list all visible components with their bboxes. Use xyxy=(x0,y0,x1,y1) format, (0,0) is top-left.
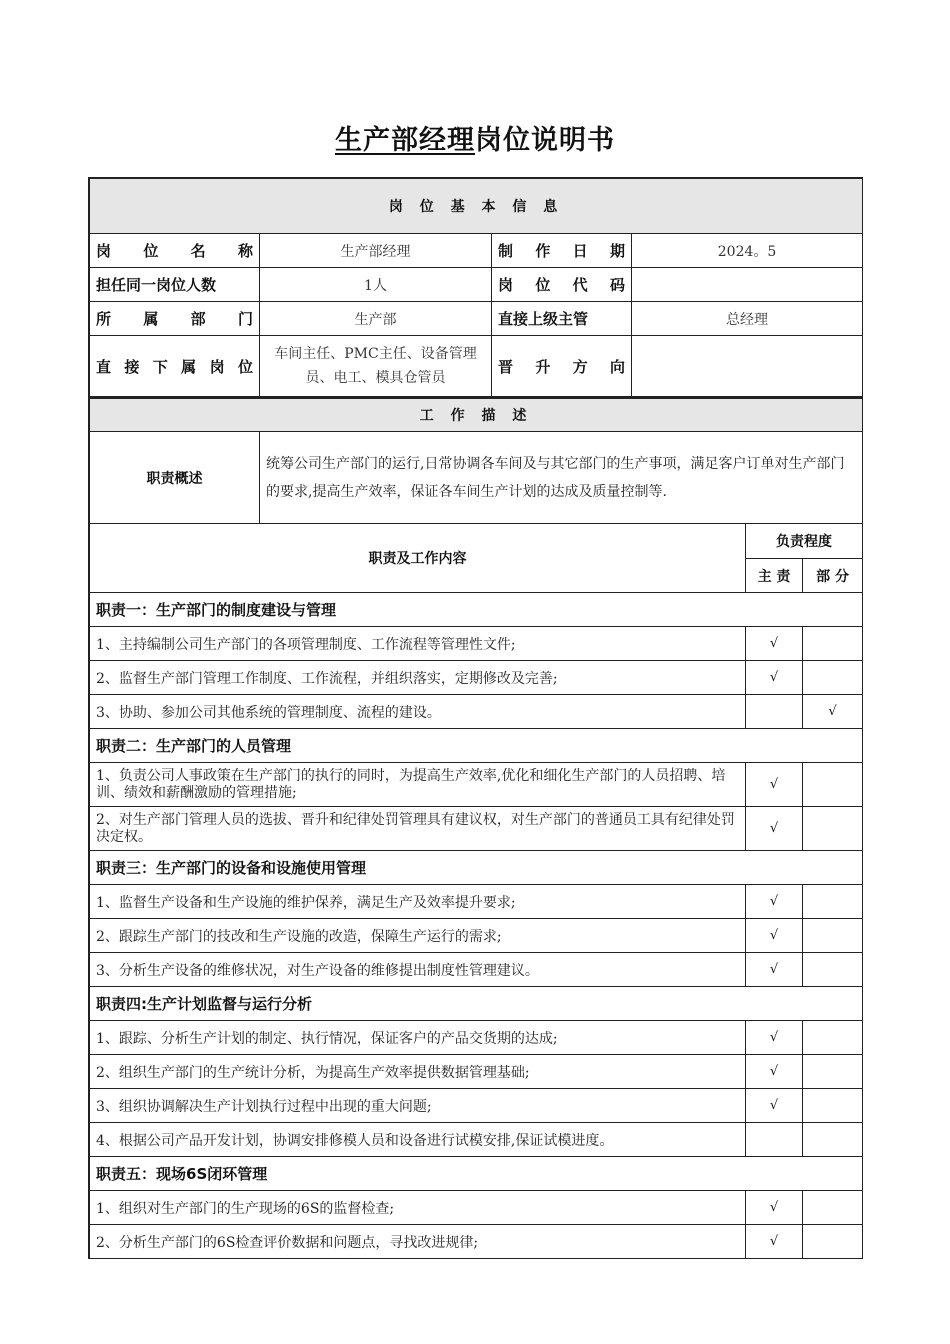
partial-resp-check xyxy=(803,953,863,987)
main-resp-check: √ xyxy=(746,627,803,661)
duty-item-row xyxy=(90,763,863,807)
duty-title: 职责二：生产部门的人员管理 xyxy=(90,729,863,763)
basic-label-text-char: 属 xyxy=(143,310,159,328)
partial-resp-check xyxy=(803,1021,863,1055)
basic-label-text-char: 制 xyxy=(498,242,514,260)
basic-label-text-char: 属 xyxy=(181,357,197,376)
section-basic-info: 岗 位 基 本 信 息 xyxy=(90,179,863,234)
duty-title-row xyxy=(90,851,863,885)
duty-title: 职责三：生产部门的设备和设施使用管理 xyxy=(90,851,863,885)
basic-value xyxy=(632,268,863,302)
basic-label-text-char: 直 xyxy=(96,357,112,376)
duty-item-row xyxy=(90,1191,863,1225)
basic-info-row xyxy=(90,268,863,302)
duty-item-text: 2、跟踪生产部门的技改和生产设施的改造，保障生产运行的需求; xyxy=(90,919,746,953)
degree-header: 负责程度 xyxy=(746,524,863,559)
duty-item-row xyxy=(90,953,863,987)
basic-value: 1人 xyxy=(260,268,492,302)
duty-item-text: 1、组织对生产部门的生产现场的6S的监督检查; xyxy=(90,1191,746,1225)
duty-item-row xyxy=(90,1123,863,1157)
main-resp-check: √ xyxy=(746,807,803,851)
main-resp-check: √ xyxy=(746,885,803,919)
duty-item-text: 3、组织协调解决生产计划执行过程中出现的重大问题; xyxy=(90,1089,746,1123)
partial-resp-check xyxy=(803,1123,863,1157)
duty-item-text: 2、对生产部门管理人员的选拔、晋升和纪律处罚管理具有建议权，对生产部门的普通员工具有纪律处罚决定权。 xyxy=(90,807,746,851)
duty-title: 职责四:生产计划监督与运行分析 xyxy=(90,987,863,1021)
duty-title: 职责五：现场6S闭环管理 xyxy=(90,1157,863,1191)
basic-label-text xyxy=(96,356,253,377)
content-header: 职责及工作内容 xyxy=(90,524,746,593)
partial-resp-check xyxy=(803,1225,863,1259)
basic-label-text-char: 称 xyxy=(237,242,253,260)
duty-item-row xyxy=(90,627,863,661)
duty-item-text: 1、监督生产设备和生产设施的维护保养，满足生产及效率提升要求; xyxy=(90,885,746,919)
duty-title-row xyxy=(90,1157,863,1191)
basic-label-text-char: 岗 xyxy=(209,357,225,376)
summary-text: 统筹公司生产部门的运行,日常协调各车间及与其它部门的生产事项，满足客户订单对生产部门的要求,提高生产效率，保证各车间生产计划的达成及质量控制等. xyxy=(260,432,863,524)
partial-resp-check xyxy=(803,627,863,661)
partial-resp-check xyxy=(803,1191,863,1225)
basic-label-text-char: 位 xyxy=(143,242,159,260)
basic-label-text xyxy=(96,308,253,329)
basic-info-row xyxy=(90,234,863,268)
duty-item-row xyxy=(90,1021,863,1055)
partial-resp-check xyxy=(803,1089,863,1123)
basic-label xyxy=(492,302,632,336)
title-underlined: 生产部经理 xyxy=(335,125,475,156)
basic-label-text-char: 部 xyxy=(190,310,206,328)
basic-value: 生产部经理 xyxy=(260,234,492,268)
document-title xyxy=(0,118,950,157)
basic-value: 总经理 xyxy=(632,302,863,336)
main-resp-check: √ xyxy=(746,1225,803,1259)
basic-label-text-char: 所 xyxy=(96,310,112,328)
basic-value xyxy=(632,336,863,398)
basic-label-text-char: 方 xyxy=(572,357,588,376)
basic-value: 车间主任、PMC主任、设备管理员、电工、模具仓管员 xyxy=(260,336,492,398)
basic-info-row xyxy=(90,302,863,336)
main-resp-check: √ xyxy=(746,1191,803,1225)
basic-label-text-char: 担任同一岗位人数 xyxy=(96,276,217,294)
main-resp-check xyxy=(746,1123,803,1157)
partial-resp-check xyxy=(803,661,863,695)
job-description-frame xyxy=(88,177,863,1259)
duty-item-text: 3、协助、参加公司其他系统的管理制度、流程的建设。 xyxy=(90,695,746,729)
basic-label-text xyxy=(498,240,625,261)
basic-label-text-char: 下 xyxy=(152,357,168,376)
basic-label-text xyxy=(96,274,253,295)
duty-title-row xyxy=(90,729,863,763)
basic-label-text-char: 岗 xyxy=(96,242,112,260)
basic-label-text xyxy=(498,308,625,329)
main-resp-check: √ xyxy=(746,953,803,987)
basic-label-text xyxy=(498,356,625,377)
basic-label-text-char: 位 xyxy=(237,357,253,376)
basic-label-text-char: 岗 xyxy=(498,276,514,294)
duty-title-row xyxy=(90,593,863,627)
basic-label-text-char: 接 xyxy=(124,357,140,376)
duty-item-row xyxy=(90,1089,863,1123)
basic-label-text-char: 名 xyxy=(190,242,206,260)
work-section-row xyxy=(90,398,863,432)
main-resp-check: √ xyxy=(746,1089,803,1123)
duty-item-text: 2、组织生产部门的生产统计分析，为提高生产效率提供数据管理基础; xyxy=(90,1055,746,1089)
duty-item-text: 1、跟踪、分析生产计划的制定、执行情况，保证客户的产品交货期的达成; xyxy=(90,1021,746,1055)
basic-value: 生产部 xyxy=(260,302,492,336)
duty-item-text: 2、分析生产部门的6S检查评价数据和问题点，寻找改进规律; xyxy=(90,1225,746,1259)
job-description-table xyxy=(89,178,863,1259)
duty-item-text: 4、根据公司产品开发计划，协调安排修模人员和设备进行试模安排,保证试模进度。 xyxy=(90,1123,746,1157)
basic-label-text-char: 日 xyxy=(572,242,588,260)
basic-label-text xyxy=(498,274,625,295)
partial-resp-check xyxy=(803,1055,863,1089)
basic-info-row xyxy=(90,336,863,398)
main-resp-header: 主 责 xyxy=(746,559,803,593)
basic-label xyxy=(90,234,260,268)
duty-item-text: 3、分析生产设备的维修状况，对生产设备的维修提出制度性管理建议。 xyxy=(90,953,746,987)
basic-label xyxy=(90,268,260,302)
main-resp-check: √ xyxy=(746,919,803,953)
main-resp-check: √ xyxy=(746,1055,803,1089)
duty-item-row xyxy=(90,1055,863,1089)
basic-label xyxy=(90,336,260,398)
basic-value: 2024。5 xyxy=(632,234,863,268)
basic-label xyxy=(90,302,260,336)
duty-item-text: 1、负责公司人事政策在生产部门的执行的同时，为提高生产效率,优化和细化生产部门的人员招聘、培训、绩效和薪酬激励的管理措施; xyxy=(90,763,746,807)
main-resp-check: √ xyxy=(746,763,803,807)
partial-resp-check xyxy=(803,763,863,807)
basic-label-text-char: 位 xyxy=(535,276,551,294)
duty-title: 职责一：生产部门的制度建设与管理 xyxy=(90,593,863,627)
basic-label-text-char: 直接上级主管 xyxy=(498,310,589,328)
partial-resp-check xyxy=(803,807,863,851)
summary-label: 职责概述 xyxy=(90,432,260,524)
duty-item-text: 2、监督生产部门管理工作制度、工作流程，并组织落实，定期修改及完善; xyxy=(90,661,746,695)
basic-label-text-char: 码 xyxy=(609,276,625,294)
basic-label-text-char: 代 xyxy=(572,276,588,294)
basic-label xyxy=(492,268,632,302)
duty-item-row xyxy=(90,661,863,695)
duty-item-row xyxy=(90,695,863,729)
partial-resp-check: √ xyxy=(803,695,863,729)
basic-label xyxy=(492,336,632,398)
duty-title-row xyxy=(90,987,863,1021)
basic-label-text-char: 门 xyxy=(237,310,253,328)
duty-item-row xyxy=(90,1225,863,1259)
duty-item-row xyxy=(90,807,863,851)
basic-label-text-char: 向 xyxy=(609,357,625,376)
partial-resp-header: 部 分 xyxy=(803,559,863,593)
duty-item-row xyxy=(90,885,863,919)
basic-label-text-char: 期 xyxy=(609,242,625,260)
section-work-desc: 工 作 描 述 xyxy=(90,398,863,432)
basic-label xyxy=(492,234,632,268)
content-header-row xyxy=(90,524,863,559)
main-resp-check xyxy=(746,695,803,729)
partial-resp-check xyxy=(803,919,863,953)
basic-label-text-char: 晋 xyxy=(498,357,514,376)
main-resp-check: √ xyxy=(746,661,803,695)
basic-label-text-char: 作 xyxy=(535,242,551,260)
main-resp-check: √ xyxy=(746,1021,803,1055)
title-rest: 岗位说明书 xyxy=(475,125,615,156)
partial-resp-check xyxy=(803,885,863,919)
duty-item-row xyxy=(90,919,863,953)
summary-row xyxy=(90,432,863,524)
duty-item-text: 1、主持编制公司生产部门的各项管理制度、工作流程等管理性文件; xyxy=(90,627,746,661)
basic-label-text-char: 升 xyxy=(535,357,551,376)
basic-label-text xyxy=(96,240,253,261)
